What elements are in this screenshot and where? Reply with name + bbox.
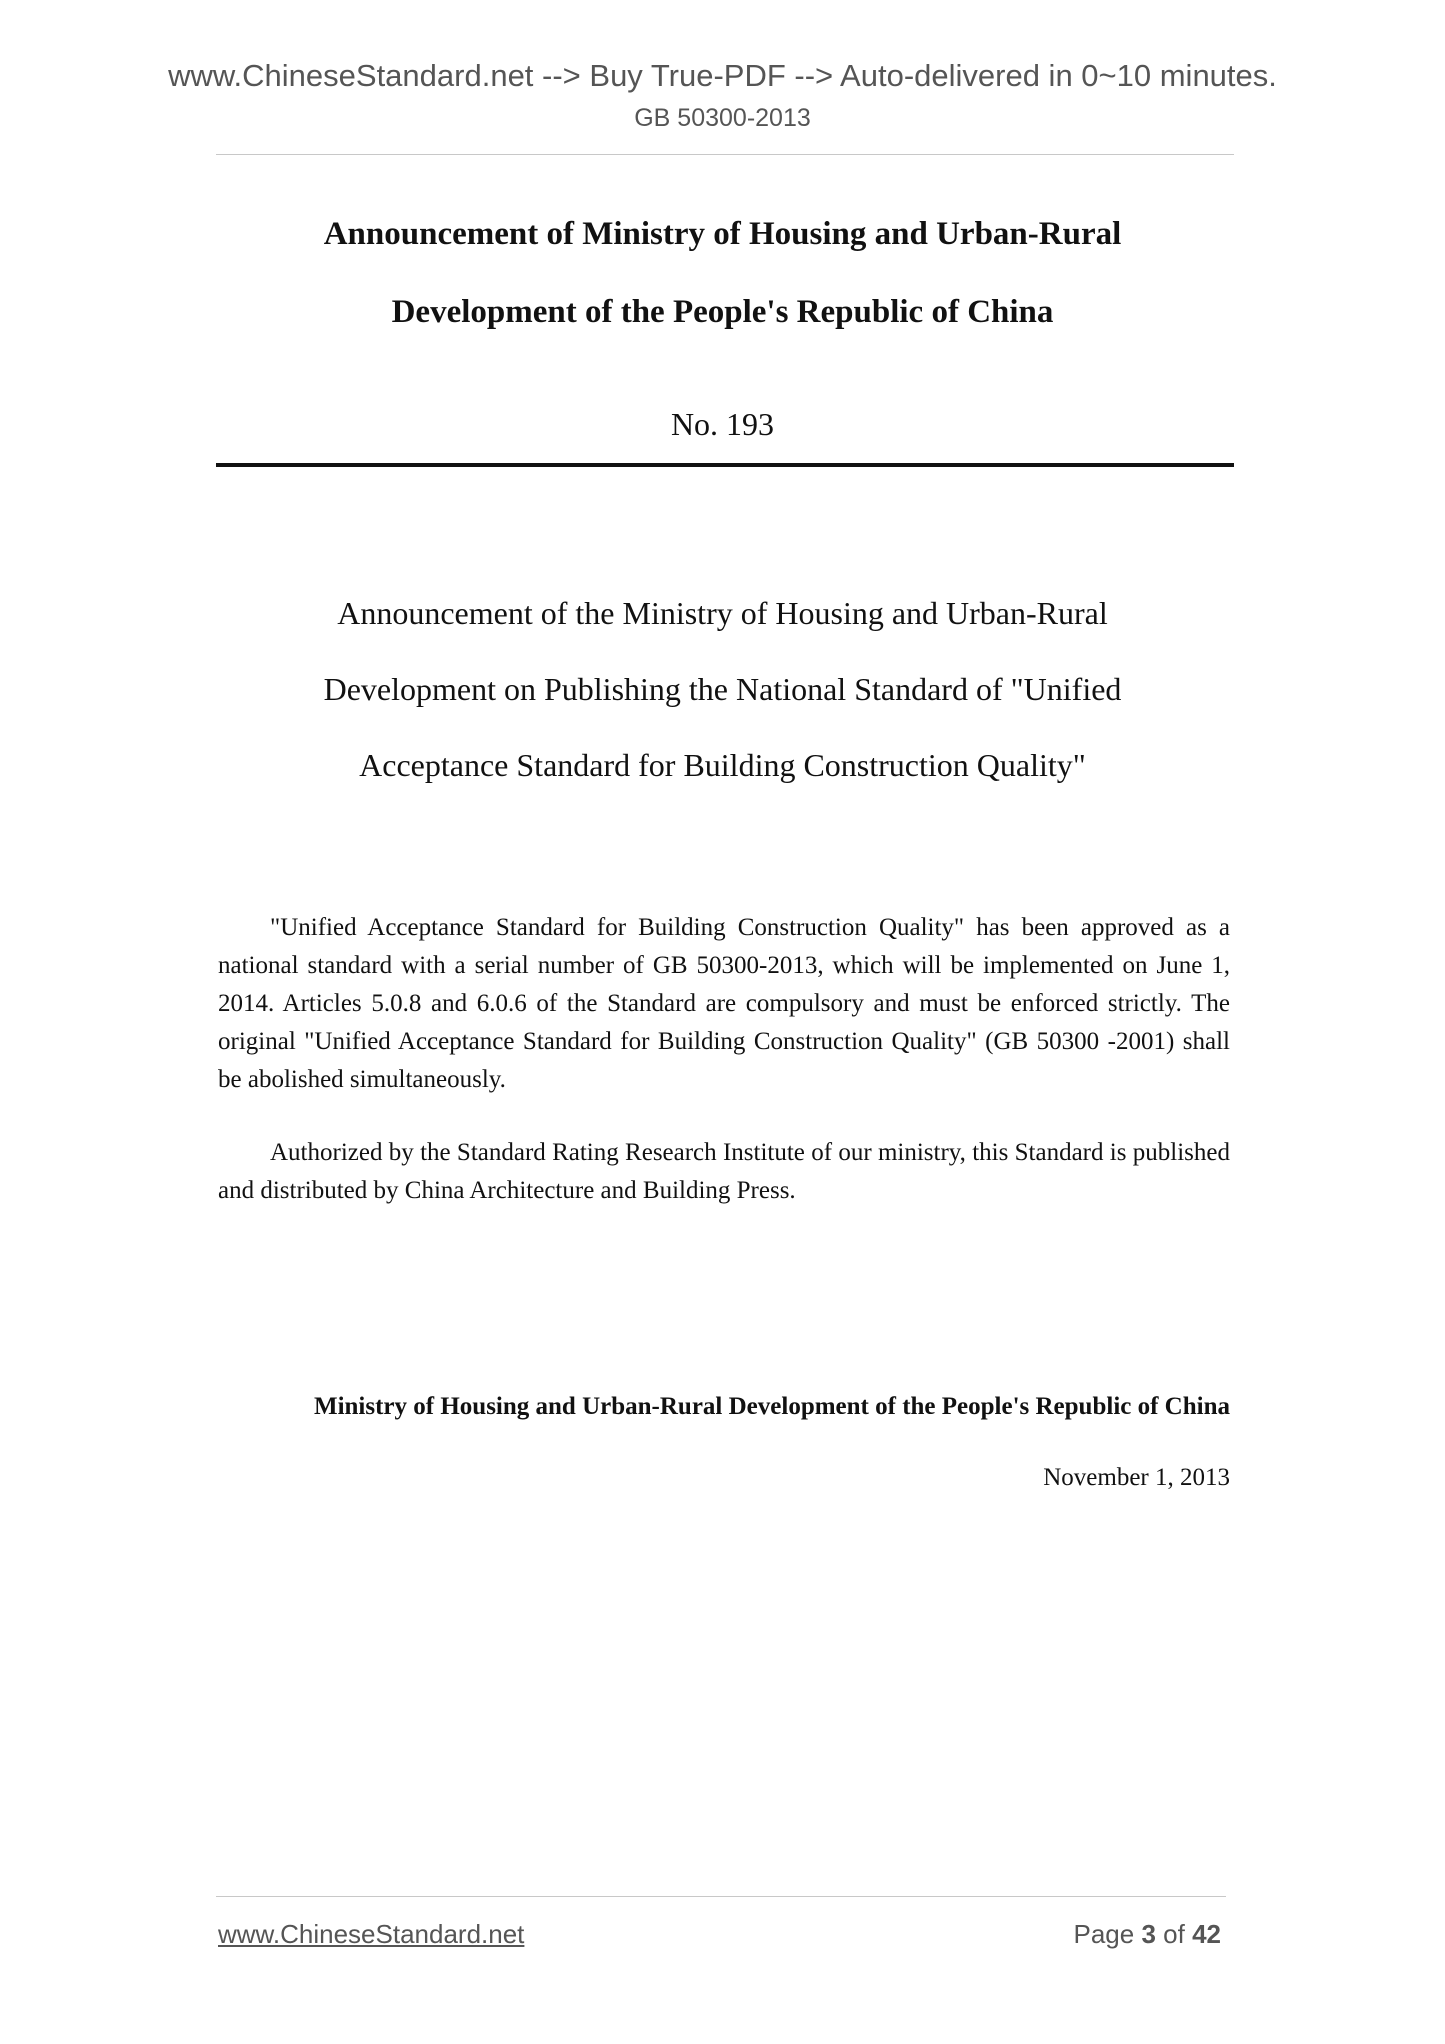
announcement-title-line-2: Development of the People's Republic of China bbox=[391, 294, 1054, 330]
page-prefix: Page bbox=[1073, 1919, 1135, 1949]
announcement-number: No. 193 bbox=[670, 406, 775, 442]
page-total: 42 bbox=[1192, 1919, 1221, 1949]
issuer-signature: Ministry of Housing and Urban-Rural Development of the People's Republic of China bbox=[313, 1393, 1230, 1420]
body-paragraph-publication: Authorized by the Standard Rating Research Institute of our ministry, this Standard is published and distributed by China Architecture and Building Press. bbox=[218, 1139, 1230, 1204]
site-banner: www.ChineseStandard.net --> Buy True-PDF --> Auto-delivered in 0~10 minutes. bbox=[168, 58, 1277, 93]
page-indicator bbox=[1073, 1917, 1221, 1951]
footer-divider bbox=[216, 1896, 1226, 1897]
subtitle-line-3: Acceptance Standard for Building Construction Quality" bbox=[359, 747, 1086, 783]
announcement-title-line-1: Announcement of Ministry of Housing and Urban-Rural bbox=[323, 216, 1122, 252]
page-current: 3 bbox=[1141, 1919, 1156, 1949]
subtitle-line-2: Development on Publishing the National Standard of "Unified bbox=[323, 671, 1122, 707]
title-divider bbox=[216, 463, 1234, 467]
body-paragraph-approval: "Unified Acceptance Standard for Building Construction Quality" has been approved as a national standard with a serial number of GB 50300-2013, which will be implemented on June 1, 2014. Articles 5.0.8 and 6.0.6 of the Standard are compulsory and must be enforced strictly. The original "Unified Acceptance Standard for Building Construction Quality" (GB 50300 -2001) shall be abolished simultaneously. bbox=[218, 914, 1230, 1093]
standard-code: GB 50300-2013 bbox=[634, 104, 811, 132]
issue-date: November 1, 2013 bbox=[1043, 1464, 1230, 1491]
header-divider bbox=[216, 154, 1234, 155]
page-of: of bbox=[1163, 1919, 1185, 1949]
subtitle-line-1: Announcement of the Ministry of Housing and Urban-Rural bbox=[337, 595, 1108, 631]
footer-site-link[interactable]: www.ChineseStandard.net bbox=[218, 1919, 525, 1949]
